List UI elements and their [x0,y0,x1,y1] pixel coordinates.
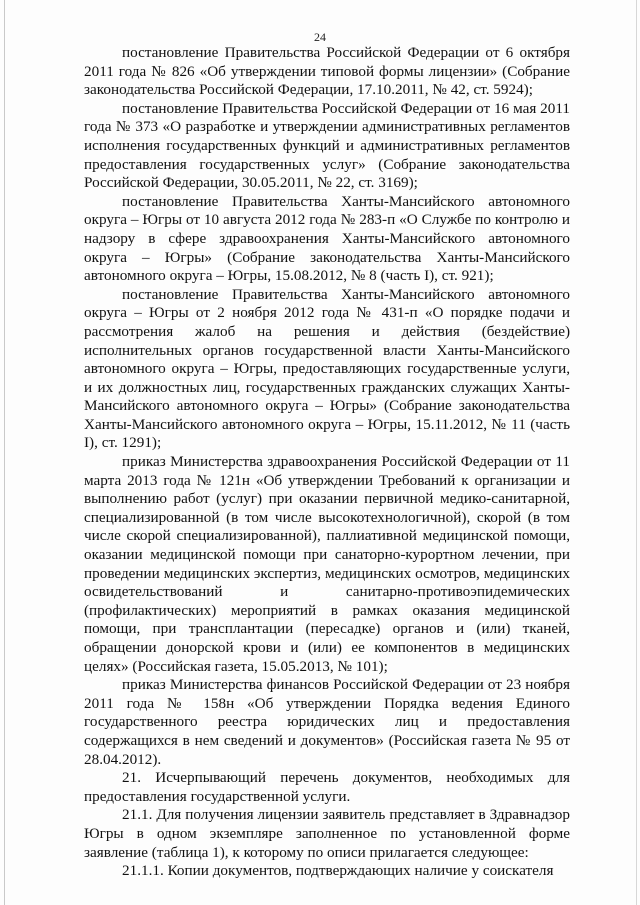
paragraph-section-21: 21. Исчерпывающий перечень документов, необходимых для предоставления государственной услуги. [84,769,570,805]
page-number: 24 [314,30,326,44]
paragraph-order-121n: приказ Министерства здравоохранения Российской Федерации от 11 марта 2013 года № 121н «Об утверждении Требований к организации и выполнению работ (услуг) при оказании первичной медико-санитарной, специализированной (в том числе высокотехнологичной), скорой (в том числе скорой специализированной), паллиативной медицинской помощи, оказании медицинской помощи при санаторно-курортном лечении, при проведении медицинских экспертиз, медицинских осмотров, медицинских освидетельствований и санитарно-противоэпидемических (профилактических) мероприятий в рамках оказания медицинской помощи, при трансплантации (пересадке) органов и (или) тканей, обращении донорской крови и (или) ее компонентов в медицинских целях» (Российская газета, 15.05.2013, № 101); [84,453,570,675]
paragraph-section-21-1-1: 21.1.1. Копии документов, подтверждающих наличие у соискателя [122,862,554,880]
paragraph-decree-373: постановление Правительства Российской Федерации от 16 мая 2011 года № 373 «О разработке и утверждении административных регламентов исполнения государственных функций и административных регламентов предоставления государственных услуг» (Собрание законодательства Российской Федерации, 30.05.2011, № 22, ст. 3169); [84,99,570,192]
paragraph-section-21-1: 21.1. Для получения лицензии заявитель представляет в Здравнадзор Югры в одном экземпляре заполненное по установленной форме заявление (таблица 1), к которому по описи прилагается следующее: [84,806,570,861]
scan-edge-left [4,0,5,905]
paragraph-decree-431p: постановление Правительства Ханты-Мансийского автономного округа – Югры от 2 ноября 2012 года № 431-п «О порядке подачи и рассмотрения жалоб на решения и действия (бездействие) исполнительных органов государственной власти Ханты-Мансийского автономного округа – Югры, предоставляющих государственные услуги, и их должностных лиц, государственных гражданских служащих Ханты-Мансийского автономного округа – Югры» (Собрание законодательства Ханты-Мансийского автономного округа – Югры, 15.11.2012, № 11 (часть I), ст. 1291); [84,285,570,452]
paragraph-decree-283p: постановление Правительства Ханты-Мансийского автономного округа – Югры от 10 августа 2012 года № 283-п «О Службе по контролю и надзору в сфере здравоохранения Ханты-Мансийского автономного округа – Югры» (Собрание законодательства Ханты-Мансийского автономного округа – Югры, 15.08.2012, № 8 (часть I), ст. 921); [84,192,570,285]
paragraph-order-158n: приказ Министерства финансов Российской Федерации от 23 ноября 2011 года № 158н «Об утверждении Порядка ведения Единого государственного реестра юридических лиц и предоставления содержащихся в нем сведений и документов» (Российская газета № 95 от 28.04.2012). [84,676,570,768]
document-body [84,44,570,881]
scan-edge-right [636,0,637,905]
paragraph-decree-826: постановление Правительства Российской Федерации от 6 октября 2011 года № 826 «Об утверждении типовой формы лицензии» (Собрание законодательства Российской Федерации, 17.10.2011, № 42, ст. 5924); [84,44,570,99]
